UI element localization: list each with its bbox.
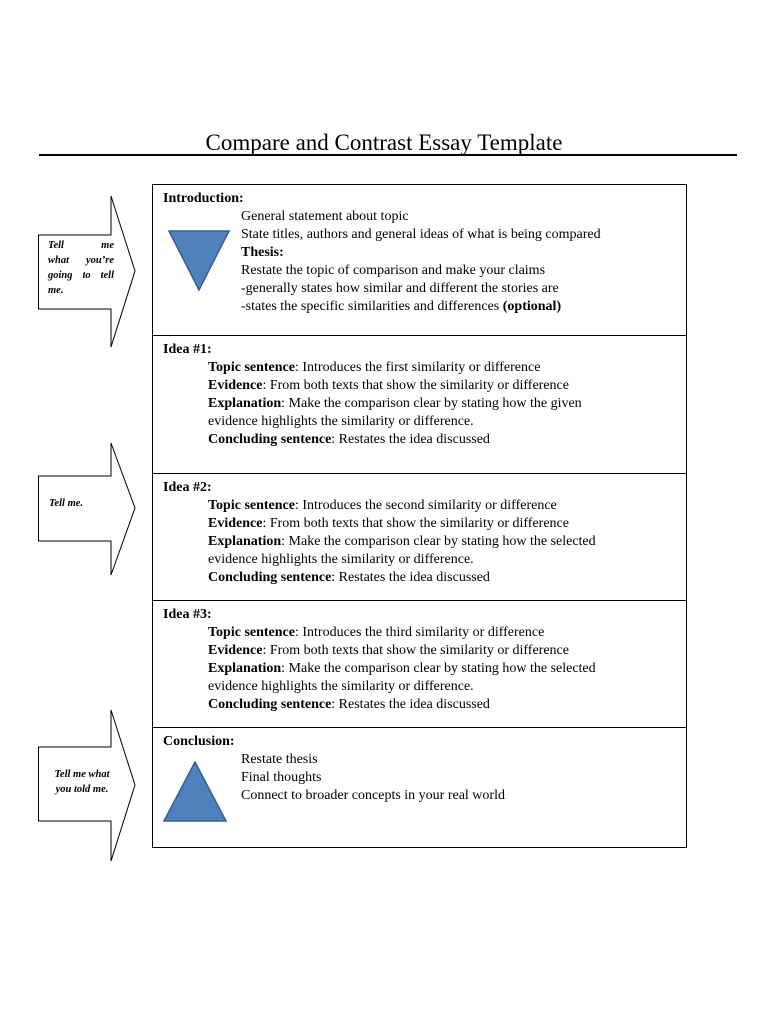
intro-specific-states: -states the specific similarities and differences (optional) [241, 299, 562, 314]
intro-arrow-label: Tell me what you’re going to tell me. [48, 240, 114, 296]
conclusion-heading: Conclusion: [163, 734, 235, 749]
intro-restate: Restate the topic of comparison and make your claims [241, 263, 546, 278]
idea-2-concluding: Concluding sentence: Restates the idea discussed [208, 570, 490, 585]
conclusion-connect: Connect to broader concepts in your real world [241, 788, 505, 803]
upright-triangle-icon [163, 761, 227, 823]
idea-2-evidence: Evidence: From both texts that show the similarity or difference [208, 516, 569, 531]
idea-1-topic: Topic sentence: Introduces the first similarity or difference [208, 360, 541, 375]
idea-3-heading: Idea #3: [163, 607, 212, 622]
idea-3-explanation-cont: evidence highlights the similarity or difference. [208, 679, 474, 694]
idea-2-explanation: Explanation: Make the comparison clear by stating how the selected [208, 534, 596, 549]
conclusion-restate: Restate thesis [241, 752, 318, 767]
optional-label: (optional) [502, 299, 562, 314]
conclusion-box [152, 727, 687, 848]
idea-3-box [152, 600, 687, 728]
idea-2-box [152, 473, 687, 601]
conclusion-final: Final thoughts [241, 770, 322, 785]
title-underline [39, 154, 737, 156]
idea-1-concluding: Concluding sentence: Restates the idea discussed [208, 432, 490, 447]
idea-2-topic: Topic sentence: Introduces the second similarity or difference [208, 498, 557, 513]
intro-state: State titles, authors and general ideas of what is being compared [241, 227, 601, 242]
idea-3-concluding: Concluding sentence: Restates the idea discussed [208, 697, 490, 712]
inverted-triangle-icon [168, 230, 230, 292]
thesis-label: Thesis: [241, 245, 284, 260]
idea-3-topic: Topic sentence: Introduces the third similarity or difference [208, 625, 545, 640]
conclusion-arrow-label: Tell me what you told me. [54, 769, 110, 795]
intro-generally-states: -generally states how similar and different the stories are [241, 281, 559, 296]
idea-1-explanation: Explanation: Make the comparison clear by stating how the given [208, 396, 582, 411]
introduction-heading: Introduction: [163, 191, 244, 206]
idea-2-explanation-cont: evidence highlights the similarity or difference. [208, 552, 474, 567]
idea-1-evidence: Evidence: From both texts that show the similarity or difference [208, 378, 569, 393]
idea-1-explanation-cont: evidence highlights the similarity or difference. [208, 414, 474, 429]
intro-arrow [38, 195, 136, 348]
page-title: Compare and Contrast Essay Template [205, 130, 563, 155]
conclusion-arrow [38, 709, 136, 862]
body-arrow-label: Tell me. [49, 498, 84, 509]
intro-general: General statement about topic [241, 209, 409, 224]
introduction-box [152, 184, 687, 336]
idea-3-evidence: Evidence: From both texts that show the similarity or difference [208, 643, 569, 658]
idea-2-heading: Idea #2: [163, 480, 212, 495]
body-arrow [38, 442, 136, 576]
idea-1-heading: Idea #1: [163, 342, 212, 357]
idea-1-box [152, 335, 687, 474]
idea-3-explanation: Explanation: Make the comparison clear by stating how the selected [208, 661, 596, 676]
